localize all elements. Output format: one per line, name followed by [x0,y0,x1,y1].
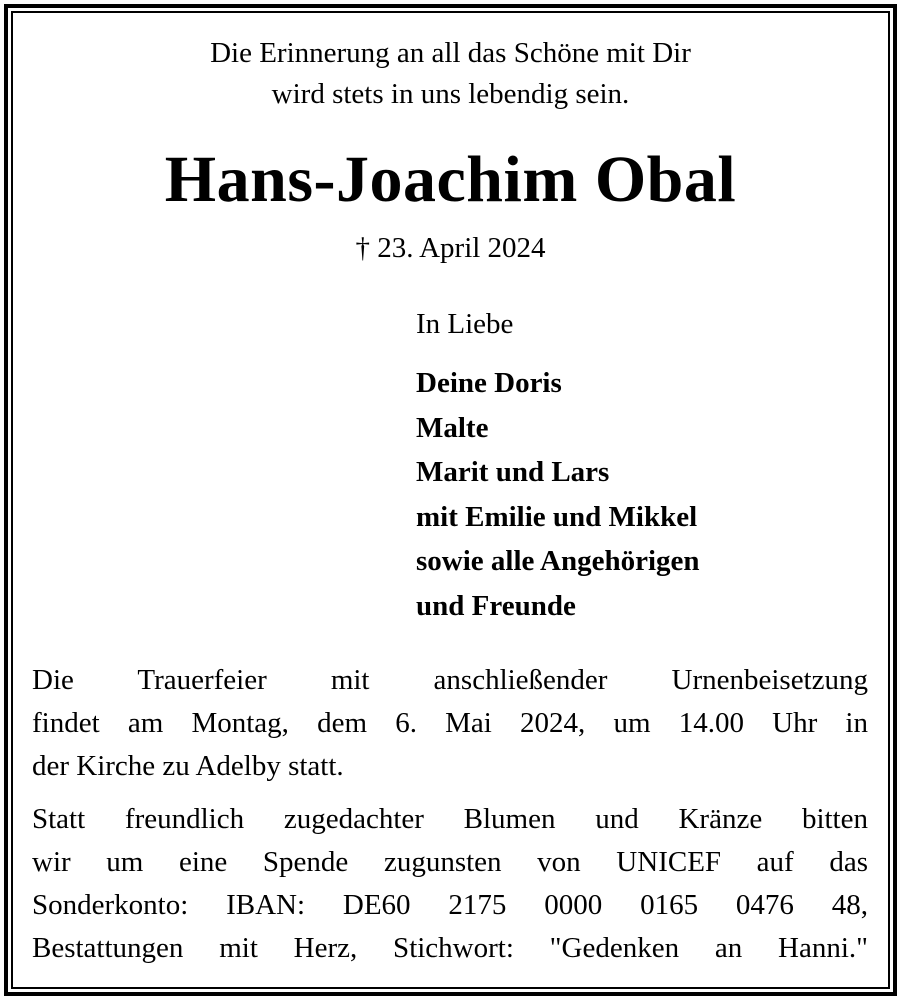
mourner-name: Deine Doris [416,367,562,399]
mourners-intro: In Liebe [416,308,514,340]
donation-notice-line: Statt freundlich zugedachter Blumen und Kränze bitten [32,803,868,835]
death-date: † 23. April 2024 [355,232,546,264]
verse-line-1: Die Erinnerung an all das Schöne mit Dir [210,37,691,69]
donation-notice-line: Sonderkonto: IBAN: DE60 2175 0000 0165 0476 48, [32,889,868,921]
funeral-notice-line: Die Trauerfeier mit anschließender Urnenbeisetzung [32,664,868,696]
mourner-name: sowie alle Angehörigen [416,545,700,577]
verse-line-2: wird stets in uns lebendig sein. [271,78,630,110]
mourner-name: Malte [416,412,489,444]
donation-notice-line: wir um eine Spende zugunsten von UNICEF auf das [32,846,868,878]
donation-notice-line: Bestattungen mit Herz, Stichwort: "Gedenken an Hanni." [32,932,868,964]
mourner-name: und Freunde [416,590,576,622]
funeral-notice-line: der Kirche zu Adelby statt. [32,750,344,782]
mourner-name: Marit und Lars [416,456,610,488]
deceased-name: Hans-Joachim Obal [164,143,737,216]
funeral-notice-line: findet am Montag, dem 6. Mai 2024, um 14.00 Uhr in [32,707,868,739]
mourner-name: mit Emilie und Mikkel [416,501,698,533]
